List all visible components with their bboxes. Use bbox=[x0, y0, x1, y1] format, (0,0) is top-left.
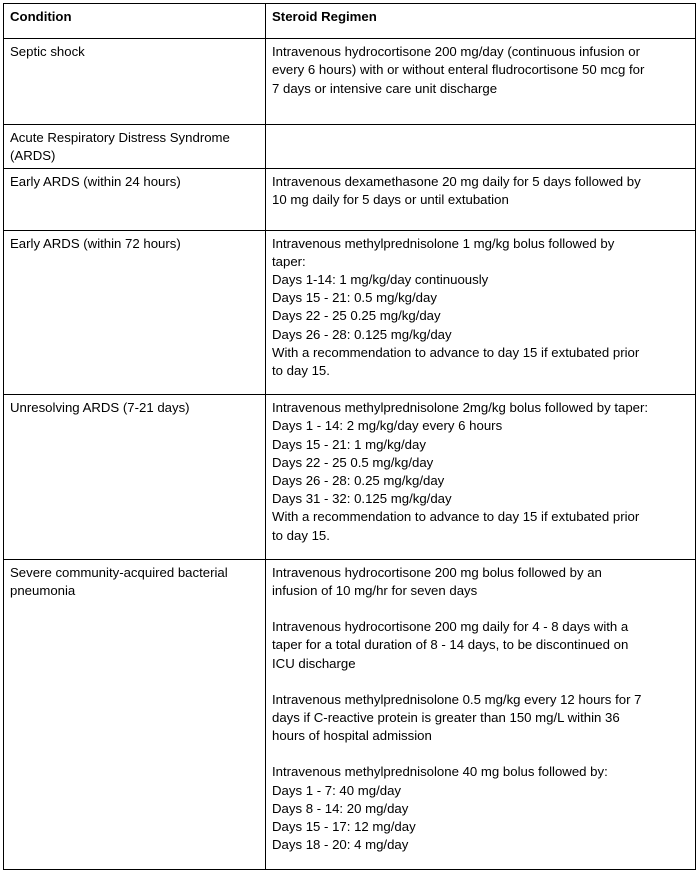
regimen-paragraph bbox=[272, 618, 689, 673]
regimen-cell bbox=[266, 559, 696, 869]
table-row bbox=[4, 559, 696, 869]
regimen-paragraph bbox=[272, 691, 689, 746]
regimen-line: 10 mg daily for 5 days or until extubation bbox=[272, 191, 509, 207]
regimen-line: Days 1 - 7: 40 mg/day bbox=[272, 782, 402, 798]
header-condition: Condition bbox=[4, 4, 266, 39]
regimen-line: Days 18 - 20: 4 mg/day bbox=[272, 837, 409, 853]
table-row bbox=[4, 168, 696, 230]
regimen-line: infusion of 10 mg/hr for seven days bbox=[272, 583, 478, 599]
regimen-line: Days 15 - 21: 1 mg/kg/day bbox=[272, 436, 426, 452]
regimen-line: Days 1 - 14: 2 mg/kg/day every 6 hours bbox=[272, 418, 503, 434]
regimen-line: Days 22 - 25 0.25 mg/kg/day bbox=[272, 308, 441, 324]
condition-cell: Septic shock bbox=[4, 39, 266, 125]
regimen-line: 7 days or intensive care unit discharge bbox=[272, 80, 498, 96]
table-row bbox=[4, 395, 696, 560]
regimen-line: days if C-reactive protein is greater than 150 mg/L within 36 bbox=[272, 710, 620, 726]
regimen-line: Days 26 - 28: 0.25 mg/kg/day bbox=[272, 473, 445, 489]
table-body bbox=[4, 39, 696, 869]
regimen-paragraph bbox=[272, 235, 689, 381]
condition-cell: Severe community-acquired bacterial pneumonia bbox=[4, 559, 266, 869]
regimen-line: hours of hospital admission bbox=[272, 728, 432, 744]
regimen-line: every 6 hours) with or without enteral fludrocortisone 50 mcg for bbox=[272, 62, 645, 78]
regimen-line: Days 26 - 28: 0.125 mg/kg/day bbox=[272, 326, 452, 342]
regimen-line: Days 22 - 25 0.5 mg/kg/day bbox=[272, 454, 434, 470]
regimen-line: Intravenous dexamethasone 20 mg daily for 5 days followed by bbox=[272, 173, 641, 189]
regimen-line: Intravenous methylprednisolone 2mg/kg bolus followed by taper: bbox=[272, 400, 649, 416]
regimen-line: Intravenous methylprednisolone 1 mg/kg bolus followed by bbox=[272, 235, 615, 251]
regimen-paragraph bbox=[272, 43, 689, 98]
regimen-line: Days 31 - 32: 0.125 mg/kg/day bbox=[272, 491, 452, 507]
table-header-row bbox=[4, 4, 696, 39]
regimen-line: Days 15 - 17: 12 mg/day bbox=[272, 819, 416, 835]
regimen-line: Intravenous methylprednisolone 40 mg bolus followed by: bbox=[272, 764, 608, 780]
table-row bbox=[4, 39, 696, 125]
regimen-line: Days 8 - 14: 20 mg/day bbox=[272, 800, 409, 816]
regimen-cell bbox=[266, 39, 696, 125]
regimen-line: taper: bbox=[272, 253, 306, 269]
steroid-regimen-table bbox=[3, 3, 696, 870]
regimen-line: With a recommendation to advance to day 15 if extubated prior bbox=[272, 344, 640, 360]
regimen-line: Intravenous hydrocortisone 200 mg bolus followed by an bbox=[272, 564, 602, 580]
table-row bbox=[4, 125, 696, 168]
regimen-cell bbox=[266, 168, 696, 230]
regimen-line: to day 15. bbox=[272, 363, 330, 379]
header-steroid-regimen: Steroid Regimen bbox=[266, 4, 696, 39]
regimen-line: ICU discharge bbox=[272, 655, 356, 671]
regimen-line: Intravenous hydrocortisone 200 mg daily for 4 - 8 days with a bbox=[272, 619, 629, 635]
condition-cell: Early ARDS (within 24 hours) bbox=[4, 168, 266, 230]
regimen-paragraph bbox=[272, 763, 689, 854]
regimen-cell bbox=[266, 230, 696, 395]
regimen-line: to day 15. bbox=[272, 527, 330, 543]
regimen-cell bbox=[266, 125, 696, 168]
regimen-line: Intravenous methylprednisolone 0.5 mg/kg every 12 hours for 7 bbox=[272, 691, 642, 707]
regimen-line: With a recommendation to advance to day 15 if extubated prior bbox=[272, 509, 640, 525]
regimen-paragraph bbox=[272, 399, 689, 545]
regimen-line: Days 1-14: 1 mg/kg/day continuously bbox=[272, 272, 489, 288]
regimen-paragraph bbox=[272, 173, 689, 209]
condition-cell: Unresolving ARDS (7-21 days) bbox=[4, 395, 266, 560]
regimen-line: taper for a total duration of 8 - 14 days, to be discontinued on bbox=[272, 637, 629, 653]
condition-cell: Early ARDS (within 72 hours) bbox=[4, 230, 266, 395]
regimen-line: Days 15 - 21: 0.5 mg/kg/day bbox=[272, 290, 437, 306]
table-row bbox=[4, 230, 696, 395]
regimen-line: Intravenous hydrocortisone 200 mg/day (continuous infusion or bbox=[272, 44, 641, 60]
regimen-paragraph bbox=[272, 564, 689, 600]
condition-cell: Acute Respiratory Distress Syndrome (ARDS) bbox=[4, 125, 266, 168]
regimen-cell bbox=[266, 395, 696, 560]
